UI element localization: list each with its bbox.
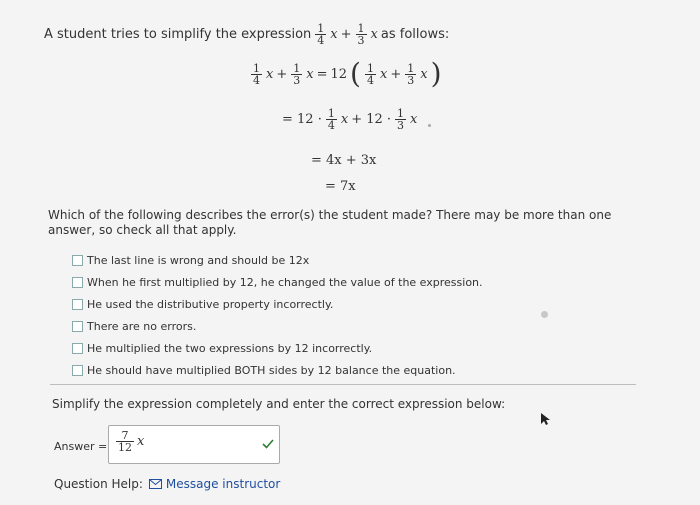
question-text: Which of the following describes the error(s) the student made? There may be more than one answer, so check all that apply. bbox=[48, 208, 612, 237]
answer-value: $\frac{7}{12}$ x bbox=[118, 429, 145, 454]
option-3[interactable] bbox=[72, 293, 483, 315]
help-label: Question Help: bbox=[54, 477, 143, 491]
smudge bbox=[541, 311, 548, 318]
option-label: When he first multiplied by 12, he changed the value of the expression. bbox=[87, 275, 483, 289]
var-x: x bbox=[330, 27, 338, 42]
checkbox[interactable] bbox=[72, 365, 83, 376]
stray-dot bbox=[428, 124, 431, 127]
mouse-cursor-icon bbox=[540, 412, 550, 426]
intro-text: A student tries to simplify the expression bbox=[44, 27, 312, 42]
section-divider bbox=[50, 384, 636, 385]
checkbox[interactable] bbox=[72, 255, 83, 266]
envelope-icon bbox=[149, 479, 162, 489]
checkbox[interactable] bbox=[72, 343, 83, 354]
intro-suffix: as follows: bbox=[380, 27, 450, 42]
work-line-4: = 7x bbox=[325, 179, 356, 194]
option-label: There are no errors. bbox=[87, 319, 197, 333]
message-instructor-text[interactable]: Message instructor bbox=[165, 477, 281, 491]
answer-options bbox=[72, 249, 483, 381]
option-label: He should have multiplied BOTH sides by 12 balance the equation. bbox=[87, 363, 456, 377]
fraction-one-quarter: $\frac{1}{4}$ bbox=[317, 22, 325, 47]
answer-input[interactable] bbox=[108, 425, 280, 464]
work-line-2: = 12 · $\frac{1}{4}$ x + 12 · $\frac{1}{3}$ x bbox=[282, 107, 418, 132]
checkbox[interactable] bbox=[72, 277, 83, 288]
option-label: The last line is wrong and should be 12x bbox=[87, 253, 310, 267]
option-6[interactable] bbox=[72, 359, 483, 381]
option-5[interactable] bbox=[72, 337, 483, 359]
checkbox[interactable] bbox=[72, 321, 83, 332]
question-help bbox=[54, 477, 280, 491]
checkmark-icon bbox=[262, 439, 274, 449]
option-1[interactable] bbox=[72, 249, 483, 271]
option-label: He used the distributive property incorrectly. bbox=[87, 297, 334, 311]
problem-intro: A student tries to simplify the expression $\frac{1}{4}$ x + $\frac{1}{3}$ x as follows: bbox=[44, 22, 450, 47]
work-line-3: = 4x + 3x bbox=[311, 153, 377, 168]
option-label: He multiplied the two expressions by 12 incorrectly. bbox=[87, 341, 373, 355]
message-instructor-link[interactable] bbox=[149, 477, 280, 491]
option-2[interactable] bbox=[72, 271, 483, 293]
work-line-1: $\frac{1}{4}$ x + $\frac{1}{3}$ x = 12 ( $\frac{1}{4}$ x + $\frac{1}{3}$ x ) bbox=[253, 57, 442, 90]
option-4[interactable] bbox=[72, 315, 483, 337]
checkbox[interactable] bbox=[72, 299, 83, 310]
var-x: x bbox=[370, 27, 378, 42]
simplify-prompt: Simplify the expression completely and enter the correct expression below: bbox=[52, 397, 506, 411]
answer-label: Answer = bbox=[54, 440, 108, 453]
fraction-one-third: $\frac{1}{3}$ bbox=[357, 22, 365, 47]
